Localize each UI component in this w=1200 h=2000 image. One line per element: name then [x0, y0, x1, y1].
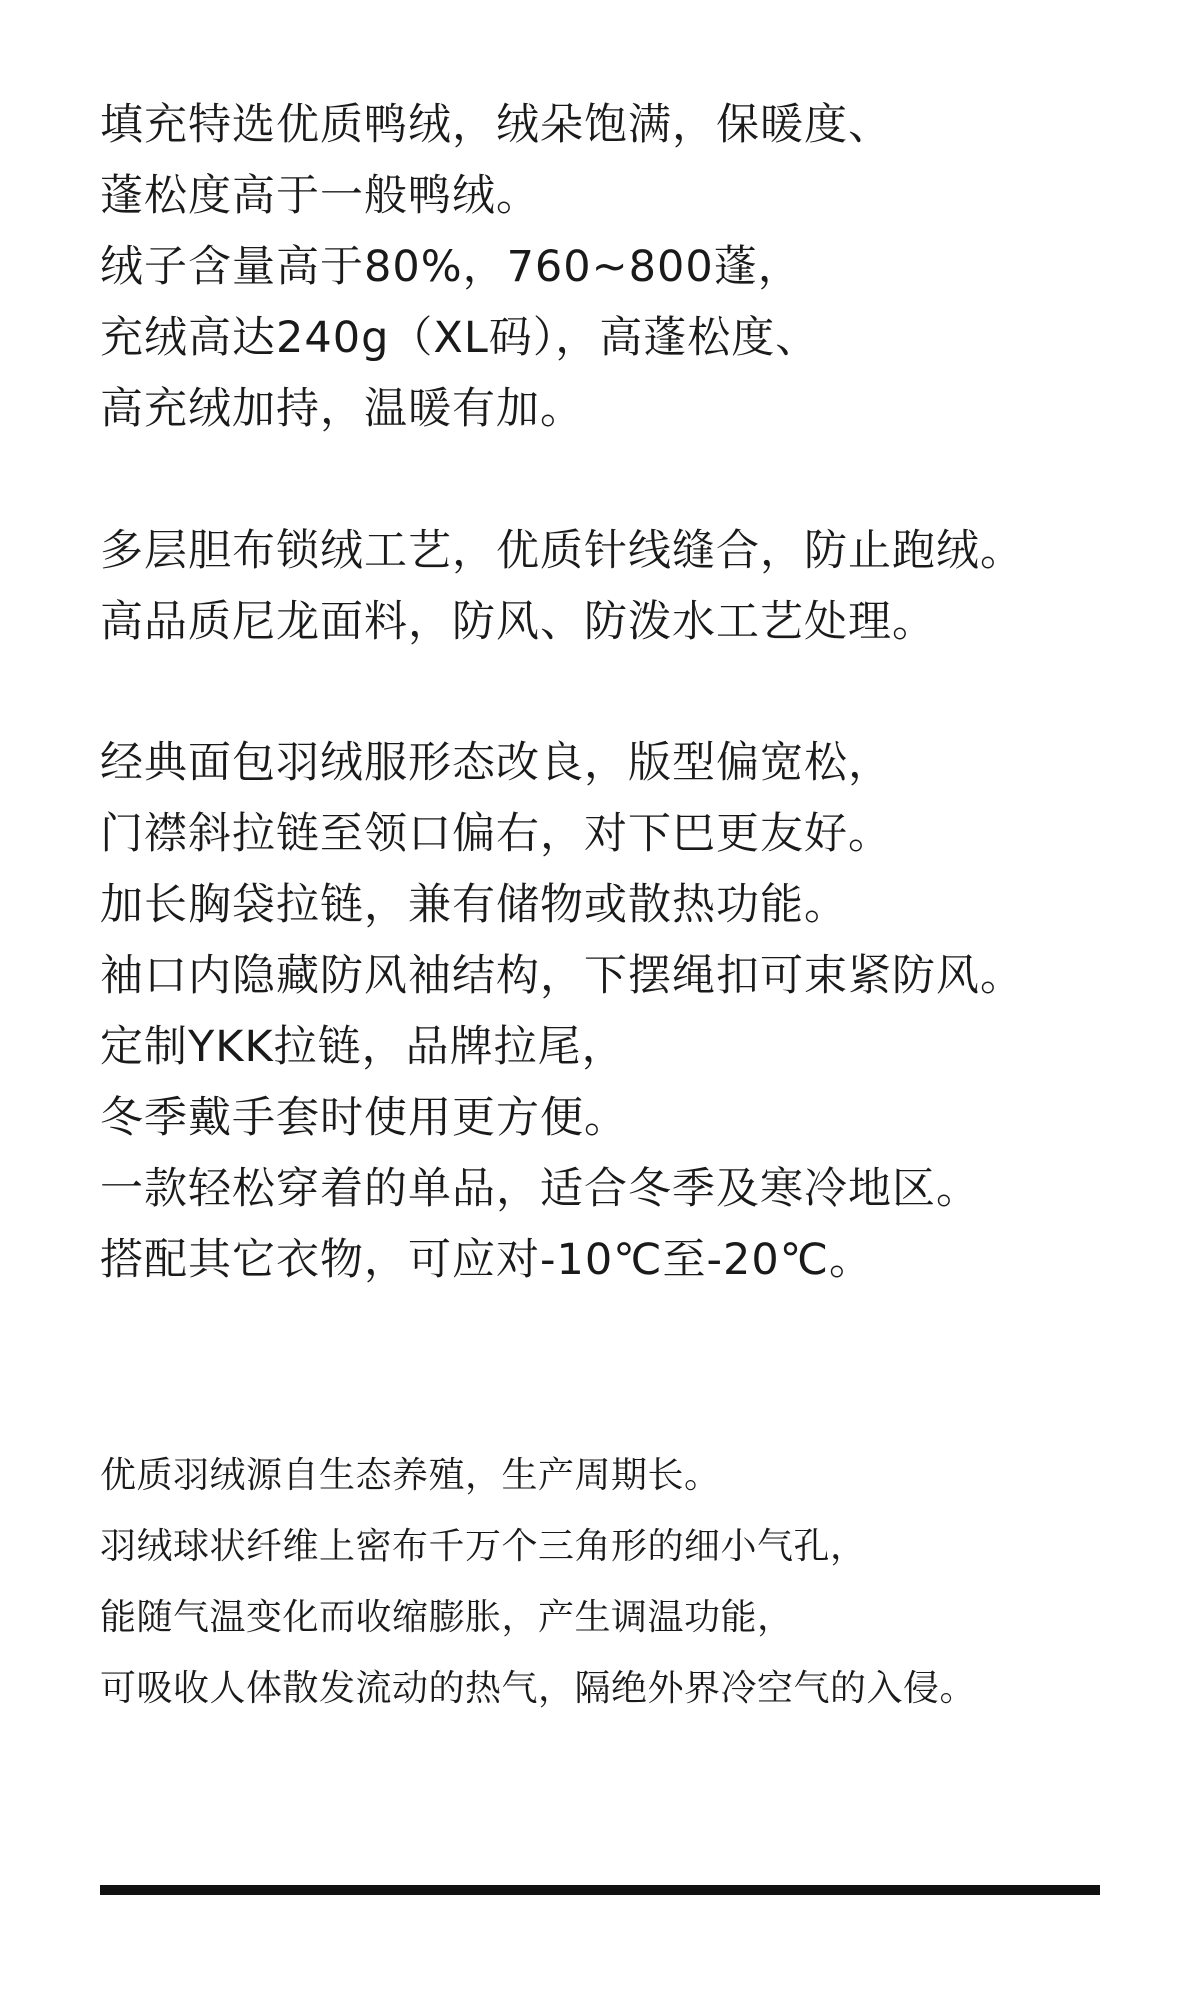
- text-line: 填充特选优质鸭绒，绒朵饱满，保暖度、: [100, 100, 892, 150]
- text-line: 经典面包羽绒服形态改良，版型偏宽松，: [100, 738, 892, 788]
- text-line: 优质羽绒源自生态养殖，生产周期长。: [100, 1455, 721, 1496]
- text-line: 多层胆布锁绒工艺，优质针线缝合，防止跑绒。: [100, 526, 1024, 576]
- text-line: 蓬松度高于一般鸭绒。: [100, 171, 540, 221]
- text-line: 充绒高达240g（XL码），高蓬松度、: [100, 313, 820, 363]
- text-line: 冬季戴手套时使用更方便。: [100, 1093, 628, 1143]
- text-line: 一款轻松穿着的单品，适合冬季及寒冷地区。: [100, 1164, 980, 1214]
- text-line: 绒子含量高于80%，760~800蓬，: [100, 242, 802, 292]
- paragraph-down-info: [100, 1440, 1160, 1724]
- text-line: 加长胸袋拉链，兼有储物或散热功能。: [100, 880, 848, 930]
- text-line: 袖口内隐藏防风袖结构，下摆绳扣可束紧防风。: [100, 951, 1024, 1001]
- paragraph-craft: [100, 516, 1160, 658]
- text-line: 定制YKK拉链，品牌拉尾，: [100, 1022, 626, 1072]
- text-line: 门襟斜拉链至领口偏右，对下巴更友好。: [100, 809, 892, 859]
- paragraph-filling: [100, 90, 1160, 445]
- text-line: 高充绒加持，温暖有加。: [100, 384, 584, 434]
- text-line: 能随气温变化而收缩膨胀，产生调温功能，: [100, 1597, 794, 1638]
- text-line: 可吸收人体散发流动的热气，隔绝外界冷空气的入侵。: [100, 1668, 977, 1709]
- text-line: 高品质尼龙面料，防风、防泼水工艺处理。: [100, 597, 936, 647]
- bottom-divider: [100, 1885, 1100, 1895]
- text-line: 搭配其它衣物，可应对-10℃至-20℃。: [100, 1235, 874, 1285]
- paragraph-design: [100, 728, 1160, 1296]
- text-line: 羽绒球状纤维上密布千万个三角形的细小气孔，: [100, 1526, 867, 1567]
